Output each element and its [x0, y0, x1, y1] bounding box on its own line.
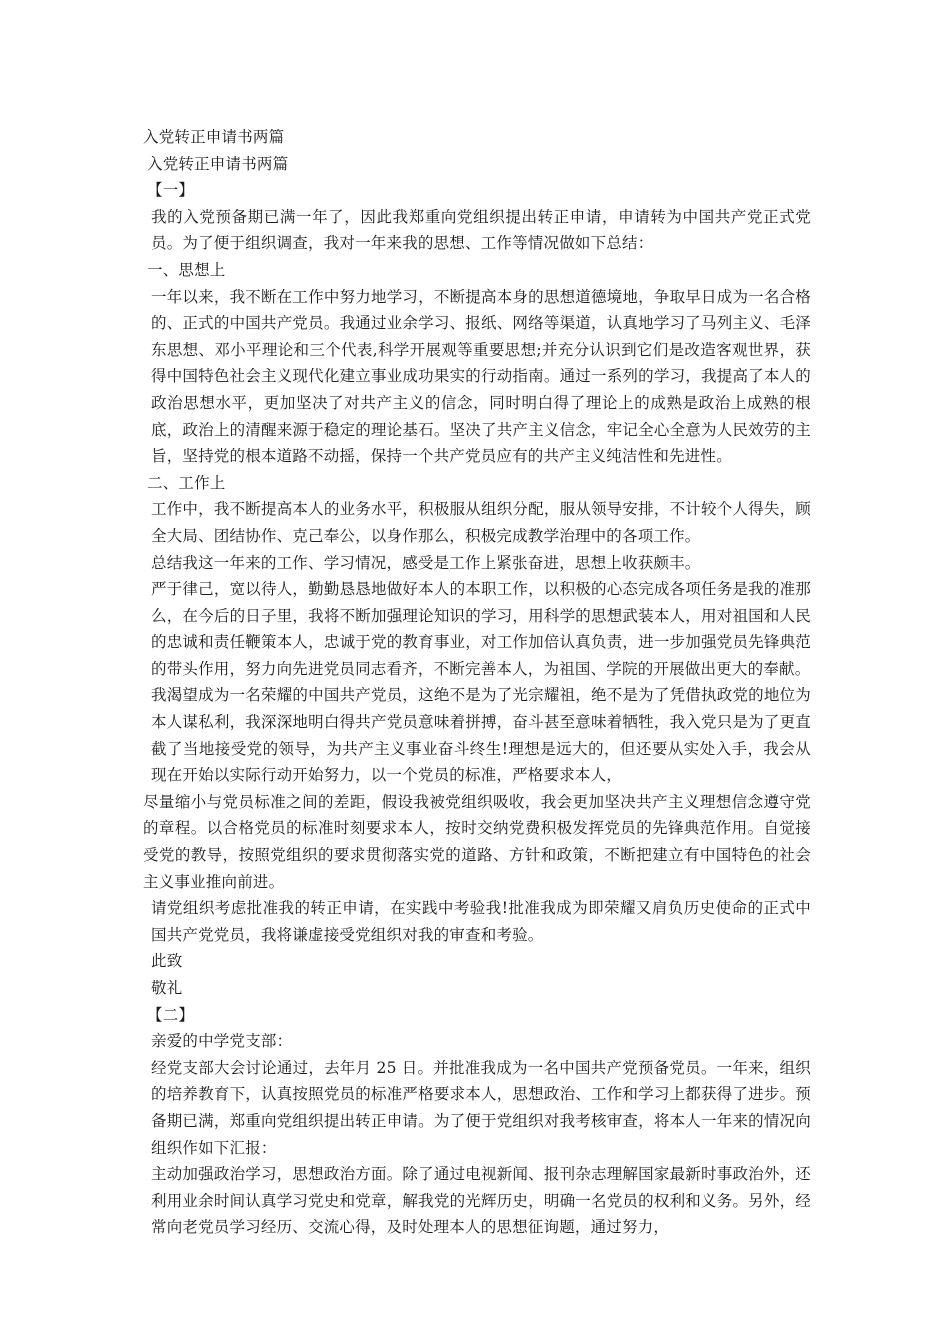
paragraph-self-discipline: 严于律己，宽以待人，勤勤恳恳地做好本人的本职工作，以积极的心态完成各项任务是我的准那么，在今后的日子里，我将不断加强理论知识的学习，用科学的思想武装本人，用对祖国和人民的忠诚和责任鞭策本人，忠诚于党的教育事业，对工作加倍认真负责，进一步加强党员先锋典范的带头作用，努力向先进党员同志看齐，不断完善本人，为祖国、学院的开展做出更大的奉献。 [151, 580, 811, 678]
doc-title: 入党转正申请书两篇 [143, 128, 285, 146]
paragraph-political-study: 主动加强政治学习，思想政治方面。除了通过电视新闻、报刊杂志理解国家最新时事政治外，还利用业余时间认真学习党史和党章，解我党的光辉历史，明确一名党员的权利和义务。另外，经常向老党员学习经历、交流心得，及时处理本人的思想征询题，通过努力， [151, 1165, 811, 1237]
paragraph-aspiration: 我渴望成为一名荣耀的中国共产党员，这绝不是为了光宗耀祖，绝不是为了凭借执政党的地位为本人谋私利，我深深地明白得共产党员意味着拼搏，奋斗甚至意味着牺牲，我入党只是为了更直截了当地接受党的领导，为共产主义事业奋斗终生!理想是远大的，但还要从实处入手，我会从现在开始以实际行动开始努力，以一个党员的标准，严格要求本人， [151, 686, 811, 785]
closing-line-2: 敬礼 [151, 979, 183, 997]
paragraph-thought: 一年以来，我不断在工作中努力地学习，不断提高本身的思想道德境地，争取早日成为一名合格的、正式的中国共产党员。我通过业余学习、报纸、网络等渠道，认真地学习了马列主义、毛泽东思想、邓小平理论和三个代表,科学开展观等重要思想;并充分认识到它们是改造客观世界，获得中国特色社会主义现代化建立事业成功果实的行动指南。通过一系列的学习，我提高了本人的政治思想水平，更加坚决了对共产主义的信念，同时明白得了理论上的成熟是政治上成熟的根底，政治上的清醒来源于稳定的理论基石。坚决了共产主义信念，牢记全心全意为人民效劳的主旨，坚持党的根本道路不动摇，保持一个共产党员应有的共产主义纯洁性和先进性。 [151, 287, 811, 466]
paragraph-work: 工作中，我不断提高本人的业务水平，积极服从组织分配，服从领导安排，不计较个人得失，顾全大局、团结协作、克己奉公，以身作那么，积极完成教学治理中的各项工作。 [151, 500, 811, 545]
paragraph-aspiration-continued: 尽量缩小与党员标准之间的差距，假设我被党组织吸收，我会更加坚决共产主义理想信念遵守党的章程。以合格党员的标准时刻要求本人，按时交纳党费积极发挥党员的先锋典范作用。自觉接受党的教导，按照党组织的要求贯彻落实党的道路、方针和政策，不断把建立有中国特色的社会主义事业推向前进。 [143, 792, 811, 891]
document-body [143, 124, 811, 1241]
paragraph-intro: 我的入党预备期已满一年了，因此我郑重向党组织提出转正申请，申请转为中国共产党正式党员。为了便于组织调查，我对一年来我的思想、工作等情况做如下总结： [151, 207, 811, 253]
closing-line-1: 此致 [151, 952, 183, 971]
paragraph-approval: 经党支部大会讨论通过，去年月 25 日。并批准我成为一名中国共产党预备党员。一年来，组织的培养教育下，认真按照党员的标准严格要求本人，思想政治、工作和学习上都获得了进步。预备期已满，郑重向党组织提出转正申请。为了便于党组织对我考核审查，将本人一年来的情况向组织作如下汇报： [151, 1058, 811, 1157]
paragraph-summary: 总结我这一年来的工作、学习情况，感受是工作上紧张奋进，思想上收获颇丰。 [151, 553, 701, 572]
part-one-marker: 【一】 [147, 181, 195, 200]
doc-subtitle: 入党转正申请书两篇 [147, 154, 289, 173]
part-two-marker: 【二】 [147, 1005, 195, 1024]
section-heading-work: 二、工作上 [147, 473, 226, 492]
section-heading-thought: 一、思想上 [147, 260, 226, 279]
paragraph-request: 请党组织考虑批准我的转正申请，在实践中考验我!批准我成为即荣耀又肩负历史使命的正式中国共产党党员，我将谦虚接受党组织对我的审查和考验。 [151, 899, 811, 944]
salutation: 亲爱的中学党支部： [151, 1032, 293, 1051]
